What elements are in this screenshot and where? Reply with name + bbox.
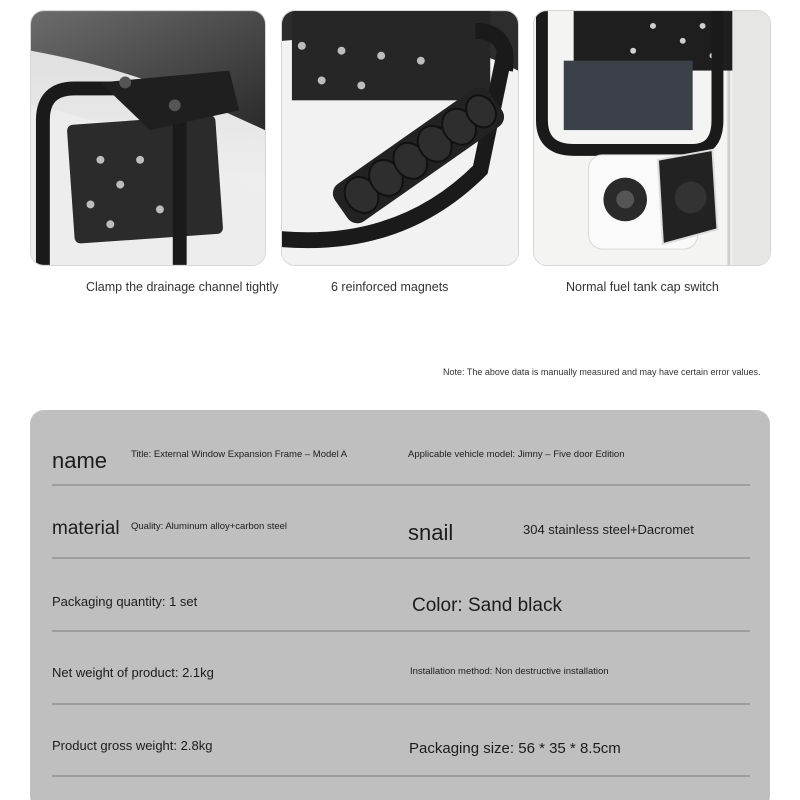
caption-clamp: Clamp the drainage channel tightly [86,280,279,294]
divider [52,775,750,777]
color-value: Color: Sand black [412,595,562,616]
photo-clamp-drainage-channel [30,10,266,266]
photo-fuel-tank-cap [533,10,771,266]
name-label: name [52,448,108,473]
clamp-illustration [31,11,265,265]
caption-fuel-cap: Normal fuel tank cap switch [566,280,719,294]
photo-reinforced-magnets [281,10,519,266]
divider [52,557,750,559]
divider [52,630,750,632]
gross-weight: Product gross weight: 2.8kg [52,738,213,753]
packaging-quantity: Packaging quantity: 1 set [52,594,198,609]
product-title: Title: External Window Expansion Frame – Model A [131,449,348,460]
packaging-size: Packaging size: 56 * 35 * 8.5cm [409,740,621,757]
snail-value: 304 stainless steel+Dacromet [523,522,694,537]
caption-magnets: 6 reinforced magnets [331,280,449,294]
net-weight: Net weight of product: 2.1kg [52,665,214,680]
fuel-cap-illustration [534,11,770,265]
measurement-note: Note: The above data is manually measured and may have certain error values. [443,367,761,377]
divider [52,484,750,486]
installation-method: Installation method: Non destructive installation [410,666,609,677]
material-label: material [52,518,120,539]
applicable-vehicle: Applicable vehicle model: Jimny – Five door Edition [408,449,625,460]
divider [52,703,750,705]
magnets-illustration [282,11,518,265]
quality-value: Quality: Aluminum alloy+carbon steel [131,521,288,532]
snail-label: snail [408,520,454,545]
